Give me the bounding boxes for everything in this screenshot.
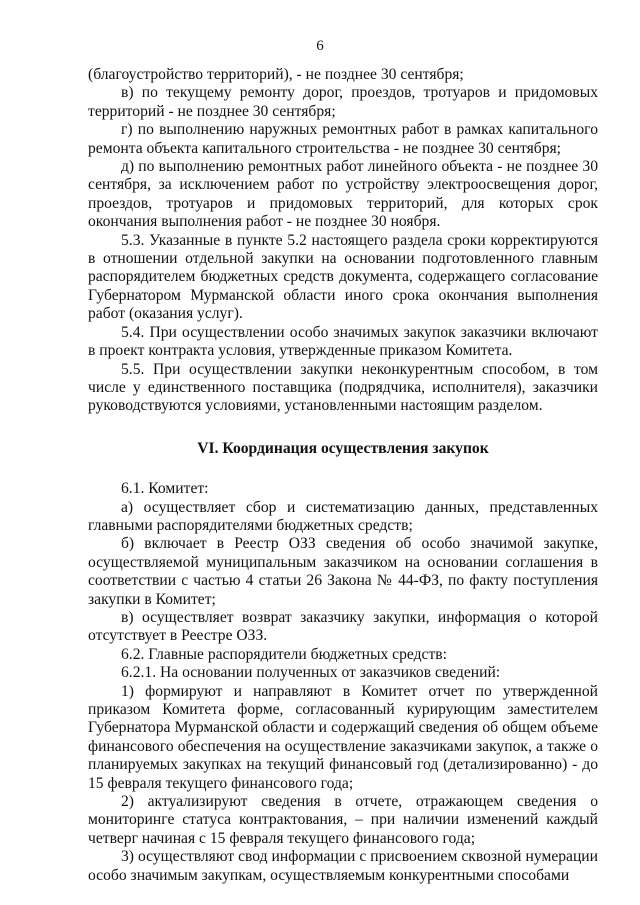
paragraph: д) по выполнению ремонтных работ линейного объекта - не позднее 30 сентября, за исключением работ по устройству электроосвещения дорог, проездов, тротуаров и придомовых территорий, для которых срок окончания выполнения работ - не позднее 30 ноября. bbox=[88, 158, 598, 231]
paragraph: 1) формируют и направляют в Комитет отчет по утвержденной приказом Комитета форме, согласованный курирующим заместителем Губернатора Мурманской области и содержащий сведения об общем объеме финансового обеспечения на осуществление заказчиками закупок, а также о планируемых закупках на текущий финансовый год (детализированно) - до 15 февраля текущего финансового года; bbox=[88, 682, 598, 792]
paragraph: 6.1. Комитет: bbox=[121, 480, 209, 498]
paragraph: 5.4. При осуществлении особо значимых закупок заказчики включают в проект контракта условия, утвержденные приказом Комитета. bbox=[88, 323, 598, 360]
paragraph: в) осуществляет возврат заказчику закупки, информация о которой отсутствует в Реестре ОЗЗ. bbox=[88, 608, 598, 645]
document-body bbox=[88, 66, 598, 885]
paragraph: г) по выполнению наружных ремонтных работ в рамках капитального ремонта объекта капитального строительства - не позднее 30 сентября; bbox=[88, 121, 598, 157]
paragraph: 5.5. При осуществлении закупки неконкурентным способом, в том числе у единственного поставщика (подрядчика, исполнителя), заказчики руководствуются условиями, установленными настоящим разделом. bbox=[88, 360, 598, 415]
paragraph: б) включает в Реестр ОЗЗ сведения об особо значимой закупке, осуществляемой муниципальным заказчиком на основании соглашения в соответствии с частью 4 статьи 26 Закона № 44-ФЗ, по факту поступления закупки в Комитет; bbox=[88, 535, 598, 608]
page-number: 6 bbox=[316, 38, 324, 54]
paragraph: 2) актуализируют сведения в отчете, отражающем сведения о мониторинге статуса контрактования, – при наличии изменений каждый четверг начиная с 15 февраля текущего финансового года; bbox=[88, 793, 598, 847]
paragraph: в) по текущему ремонту дорог, проездов, тротуаров и придомовых территорий - не позднее 30 сентября; bbox=[88, 84, 598, 120]
paragraph: а) осуществляет сбор и систематизацию данных, представленных главными распорядителями бюджетных средств; bbox=[88, 498, 598, 534]
paragraph: (благоустройство территорий), - не позднее 30 сентября; bbox=[88, 66, 464, 83]
paragraph: 5.3. Указанные в пункте 5.2 настоящего раздела сроки корректируются в отношении отдельной закупки на основании подготовленного главным распорядителем бюджетных средств документа, содержащего согласование Губернатором Мурманской области иного срока окончания выполнения работ (оказания услуг). bbox=[88, 231, 598, 323]
section-heading: VI. Координация осуществления закупок bbox=[197, 439, 489, 457]
paragraph: 6.2. Главные распорядители бюджетных средств: bbox=[121, 645, 447, 663]
paragraph: 6.2.1. На основании полученных от заказчиков сведений: bbox=[121, 664, 501, 682]
paragraph: 3) осуществляют свод информации с присвоением сквозной нумерации особо значимым закупкам, осуществляемым конкурентными способами bbox=[88, 848, 598, 884]
